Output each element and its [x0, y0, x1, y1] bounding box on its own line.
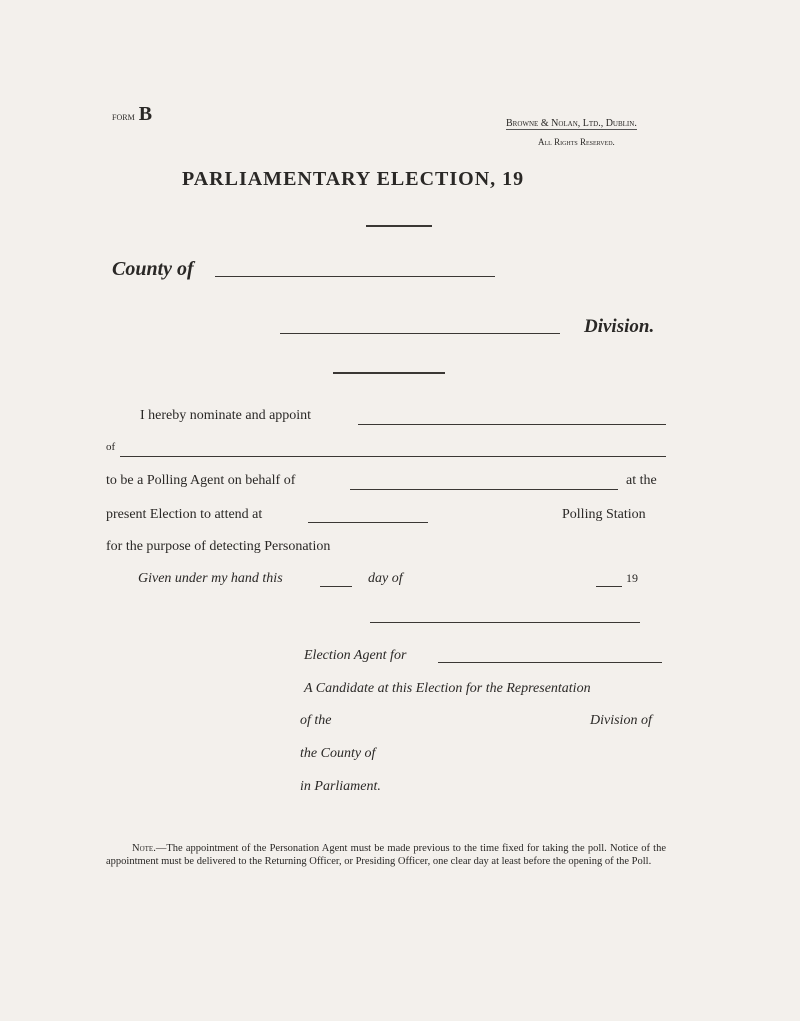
- division-label: Division.: [584, 316, 655, 337]
- day-field[interactable]: [320, 586, 352, 587]
- candidate-text: A Candidate at this Election for the Representation: [304, 681, 591, 696]
- form-label: FORM B: [112, 103, 153, 125]
- printer-name: Browne & Nolan, Ltd., Dublin.: [506, 118, 637, 129]
- at-the-text: at the: [626, 473, 657, 488]
- election-agent-field[interactable]: [438, 662, 662, 663]
- polling-station-text: Polling Station: [562, 507, 646, 522]
- printer-rights: All Rights Reserved.: [538, 137, 615, 147]
- division-of-text: Division of: [590, 713, 652, 728]
- year-text: 19: [626, 571, 638, 585]
- present-election-text: present Election to attend at: [106, 507, 263, 522]
- page-title: PARLIAMENTARY ELECTION, 19: [182, 168, 525, 190]
- county-of-text: the County of: [300, 746, 376, 761]
- nominate-text: I hereby nominate and appoint: [140, 408, 312, 423]
- address-field[interactable]: [120, 456, 666, 457]
- month-field[interactable]: [596, 586, 622, 587]
- division-field[interactable]: [280, 333, 560, 334]
- of-the-text: of the: [300, 713, 332, 728]
- note: Note.—The appointment of the Personation Agent must be made previous to the time fixed for taking the poll. Notice of the appointment must be delivered to the Returning Officer, or Presiding Officer, one clear day at least before the opening of the Poll.: [106, 843, 666, 867]
- parliament-text: in Parliament.: [300, 779, 381, 794]
- station-field[interactable]: [308, 522, 428, 523]
- of-text: of: [106, 441, 116, 453]
- county-label: County of: [112, 258, 194, 280]
- given-text: Given under my hand this: [138, 571, 283, 586]
- candidate-field[interactable]: [350, 489, 618, 490]
- county-field[interactable]: [215, 276, 495, 277]
- appointee-field[interactable]: [358, 424, 666, 425]
- signature-field[interactable]: [370, 622, 640, 623]
- day-of-text: day of: [368, 571, 403, 586]
- purpose-text: for the purpose of detecting Personation: [106, 539, 331, 554]
- election-agent-text: Election Agent for: [304, 648, 407, 663]
- ornament-divider: [366, 225, 432, 227]
- divider: [333, 372, 445, 374]
- polling-agent-text: to be a Polling Agent on behalf of: [106, 473, 296, 488]
